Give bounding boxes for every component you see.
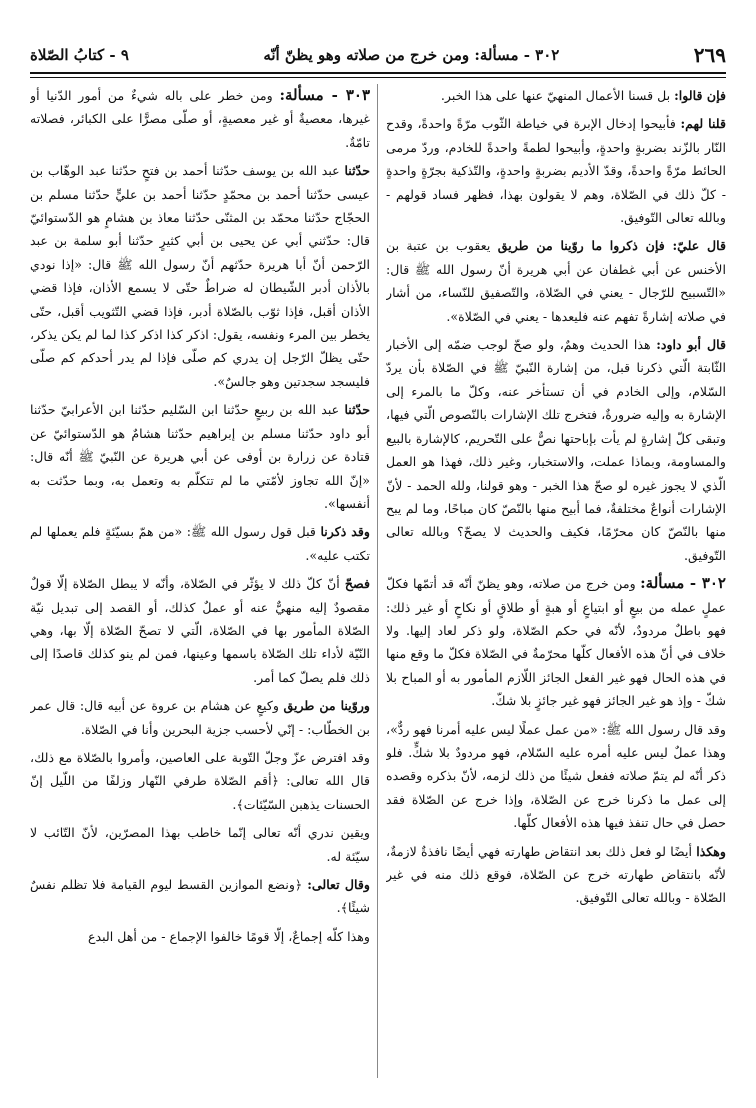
paragraph-text: فأبيحوا إدخال الإبرة في خياطة الثّوب مرّةً واحدةً، وقدح النّار بالزّند بضربةٍ واحدةٍ، وأبيحوا لطمةً واحدةً للخادم، وردّ مرمى الحائط مرّةً واحدةً، وقدّ الأديم بضربةٍ واحدةٍ، والتّذكية بجرّةٍ واحدةٍ - كلّ ذلك في الصّلاة، وهم لا يقولون بهذا، فظهر فساد قولهم - وبالله تعالى التّوفيق. [386,116,726,226]
paragraph-lead: قلنا لهم: [680,116,726,132]
paragraph [30,520,370,567]
paragraph [30,746,370,816]
paragraph-text: أنّ كلّ ذلك لا يؤثّر في الصّلاة، وأنّه لا يبطل الصّلاة إلّا قولٌ مقصودٌ إليه منهيٌّ عنه أو عملٌ كذلك، أو القصد إلى تبديل نيّة الصّلاة المأمور بها في الصّلاة، الّتي لا تصحّ الصّلاة إلّا بها، وهي النّيّة لأداء تلك الصّلاة باسمها وعينها، فمن لم ينو كذلك قاصدًا إلى ذلك فلم يصلّ كما أمر. [30,576,370,685]
paragraph-lead: وقال تعالى: [307,877,370,892]
paragraph [30,925,370,948]
page-number: ٢٦٩ [693,43,726,67]
paragraph-lead: قال عليّ: فإن ذكروا ما روّينا من طريق [497,238,726,254]
paragraph-text: وكيعٍ عن هشام بن عروة عن أبيه قال: قال عمر بن الخطّاب: - إنّي لأحسب جزية البحرين وأنا في الصّلاة. [30,698,370,737]
paragraph-lead: فإن قالوا: [674,88,726,103]
running-title: ٣٠٢ - مسألة: ومن خرج من صلاته وهو يظنّ أنّه [263,46,560,64]
paragraph-text: عبد الله بن ربيعٍ حدّثنا ابن السّليم حدّثنا ابن الأعرابيّ حدّثنا أبو داود حدّثنا مسلم بن إبراهيم حدّثنا هشامٌ هو الدّستوائيّ عن قتادة عن زرارة بن أوفى عن أبي هريرة عن النّبيّ ﷺ أنّه قال: «إنّ الله تجاوز لأمّتي ما لم تتكلّم به وتعمل به، وبما حدّثت به أنفسها». [30,402,370,511]
paragraph-lead: وهكذا [696,843,726,859]
paragraph-text: هذا الحديث وهمٌ، ولو صحّ لوجب ضمّه إلى الأخبار الثّابتة الّتي ذكرنا قبل، من إشارة النّبيّ ﷺ في الصّلاة بأن يردّ السّلام، وإلى الخادم في أن تستأخر عنه، وكلّ ما بالمرء إلى الإشارة به وإليه ضرورةٌ، فتخرج تلك الإشارات بالنّصوص الّتي فيها، وتبقى كلّ إشارةٍ لم يأت بإباحتها نصٌّ على التّحريم، كالإشارة بالبيع والمساومة، وبماذا عملت، والاستخبار، وغير ذلك، فهذا هو العمل الّذي لا يجوز غيره لو صحّ هذا الخبر - وهو قولنا، ولله الحمد - لأنّ الإشارات أنواعٌ مختلفةٌ، فما أبيح منها بالنّصّ كان مباحًا، وما لم يبح منها بالنّصّ كان محرّمًا، فكيف والحديث لا يصحّ؟ وبالله تعالى التّوفيق. [386,337,726,563]
left-column [30,84,370,1084]
paragraph-text: ومن خطر على باله شيءٌ من أمور الدّنيا أو غيرها، معصيةٌ أو غير معصيةٍ، أو صلّى مصرًّا على الكبائر، فصلاته تامّةٌ. [30,88,370,150]
paragraph-text: ويقين ندري أنّه تعالى إنّما خاطب بهذا المصرّين، لأنّ التّائب لا سيّئة له. [30,825,370,864]
paragraph [30,821,370,868]
paragraph-lead: حدّثنا [344,163,370,179]
paragraph-lead: فصحّ [344,576,370,592]
section-heading: ٣٠٣ - مسألة: [279,86,370,104]
paragraph-lead: قال أبو داود: [656,337,726,353]
paragraph-lead: حدّثنا [344,402,370,418]
section-302 [386,572,726,712]
paragraph [30,159,370,393]
section-heading: ٣٠٢ - مسألة: [640,574,726,593]
paragraph-lead: وقد ذكرنا [320,524,370,540]
paragraph-text: وقد قال رسول الله ﷺ: «من عمل عملًا ليس عليه أمرنا فهو ردٌّ»، وهذا عملٌ ليس عليه أمره عليه السّلام، فهو مردودٌ بلا شكٍّ. فلو ذكر أنّه لم يتمّ صلاته ففعل شيئًا من ذلك لزمه، لأنّ بذكره وقصده إلى عمل ما ذكرنا خرج عن الصّلاة، وإذا خرج عن الصّلاة فقد حصل في حال تنفذ فيها هذه الأفعال كلّها. [386,721,726,831]
paragraph [386,112,726,229]
header-rule-thin [30,77,726,78]
paragraph [30,873,370,920]
paragraph-lead: وروّينا من طريق [283,698,370,714]
paragraph-text: أيضًا لو فعل ذلك بعد انتقاض طهارته فهي أيضًا نافذةٌ لازمةٌ، لأنّه بانتقاض طهارته خرج عن الصّلاة، فوقع ذلك منه في غير الصّلاة - وبالله تعالى التّوفيق. [386,843,726,906]
paragraph-text: بل قسنا الأعمال المنهيّ عنها على هذا الخبر. [440,88,671,103]
paragraph [386,234,726,328]
column-divider [377,84,378,1078]
paragraph [386,840,726,910]
paragraph [30,398,370,515]
right-column [386,84,726,1084]
paragraph-text: ﴿ونضع الموازين القسط ليوم القيامة فلا تظلم نفسٌ شيئًا﴾. [30,877,370,916]
paragraph-text: ومن خرج من صلاته، وهو يظنّ أنّه قد أتمّها فكلّ عملٍ عمله من بيعٍ أو ابتياعٍ أو هبةٍ أو طلاقٍ أو نكاحٍ أو غير ذلك: فهو باطلٌ مردودٌ، لأنّه في حكم الصّلاة، ولو ذكر لعاد إليها. ولا خلاف في أنّ هذه الأفعال كلّها محرّمةٌ في الصّلاة فكلّ ما وقع منها في هذه الحال فهو غير الفعل الجائز اللّازم المأمور به أو المباح بلا شكّ - وإذ هو غير الجائز فهو غير جائزٍ بلا شكّ. [386,576,726,709]
book-title: ٩ - كتابُ الصّلاة [30,46,129,64]
paragraph-text: عبد الله بن يوسف حدّثنا أحمد بن فتحٍ حدّثنا عبد الوهّاب بن عيسى حدّثنا أحمد بن محمّدٍ حدّثنا أحمد بن عليٍّ حدّثنا مسلم بن الحجّاج حدّثنا محمّد بن المثنّى حدّثنا معاذ بن هشامٍ هو الدّستوائيّ قال: حدّثني أبي عن يحيى بن أبي كثيرٍ حدّثنا أبو سلمة بن عبد الرّحمن أنّ أبا هريرة حدّثهم أنّ رسول الله ﷺ قال: «إذا نودي بالأذان أدبر الشّيطان له ضراطٌ حتّى لا يسمع الأذان، فإذا قضي الأذان أقبل، فإذا ثوّب بالصّلاة أدبر، فإذا قضي التّثويب أقبل، حتّى يخطر بين المرء ونفسه، يقول: اذكر كذا اذكر كذا لما لم يكن يذكر، حتّى يظلّ الرّجل إن يدري كم صلّى فإذا لم يدر أحدكم كم صلّى فليسجد سجدتين وهو جالسٌ». [30,163,370,389]
paragraph [30,694,370,741]
paragraph-text: يعقوب بن عتبة بن الأخنس عن أبي غطفان عن أبي هريرة أنّ رسول الله ﷺ قال: «التّسبيح للرّجال - يعني في الصّلاة، والتّصفيق للنّساء، من أشار في صلاته إشارةً تفهم عنه فليعدها - يعني في الصّلاة». [386,238,726,324]
paragraph [386,333,726,567]
section-303 [30,84,370,154]
paragraph [30,572,370,689]
paragraph [386,718,726,835]
page-header [30,40,726,70]
paragraph-text: قبل قول رسول الله ﷺ: «من همّ بسيّئةٍ فلم يعملها لم تكتب عليه». [30,524,370,563]
header-rule [30,72,726,74]
paragraph-text: وهذا كلّه إجماعٌ، إلّا قومًا خالفوا الإجماع - من أهل البدع [87,928,370,944]
paragraph-text: وقد افترض عزّ وجلّ التّوبة على العاصين، وأمروا بالصّلاة مع ذلك، قال الله تعالى: ﴿أقم الصّلاة طرفي النّهار وزلفًا من اللّيل إنّ الحسنات يذهبن السّيّئات﴾. [30,749,370,812]
paragraph [386,84,726,107]
